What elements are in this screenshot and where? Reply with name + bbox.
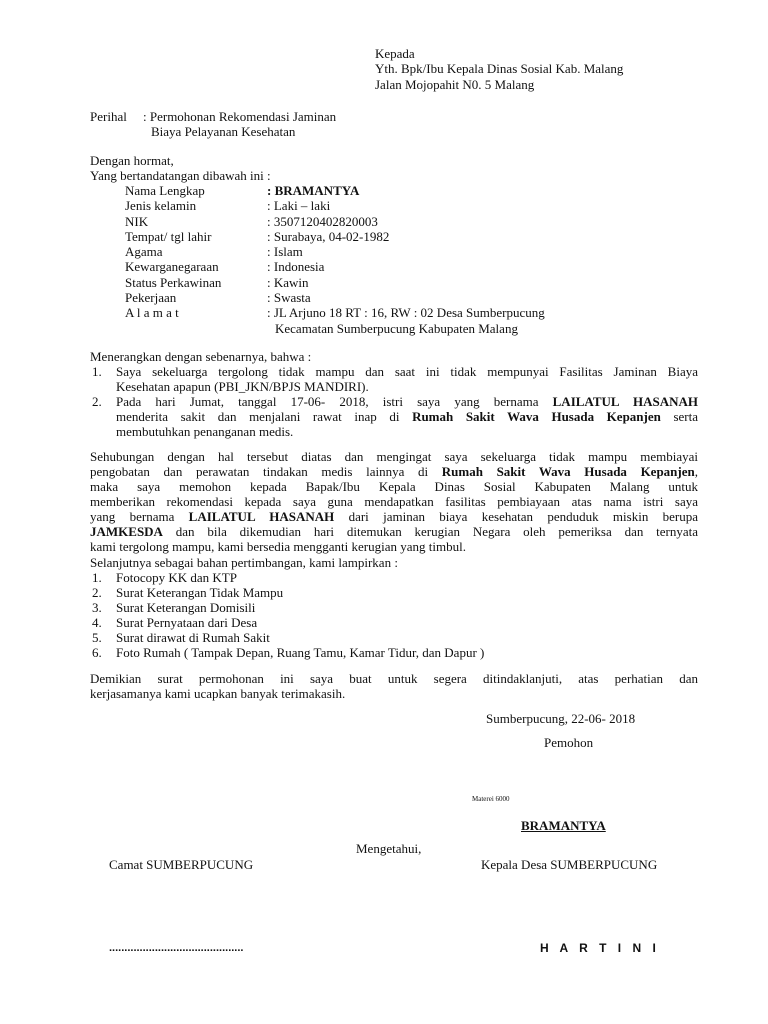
- identity-label: Kewarganegaraan: [125, 259, 219, 275]
- identity-label: A l a m a t: [125, 305, 179, 321]
- hospital-name: Rumah Sakit Wava Husada Kepanjen: [441, 464, 695, 479]
- subject-label: Perihal: [90, 109, 127, 124]
- identity-value: [267, 183, 359, 198]
- body-line: [90, 524, 698, 539]
- place-date: Sumberpucung, 22-06- 2018: [486, 711, 636, 726]
- greeting: Dengan hormat,: [90, 153, 174, 168]
- statement-intro: Menerangkan dengan sebenarnya, bahwa :: [90, 349, 312, 364]
- body-text: yang bernama: [90, 509, 175, 524]
- statement-1-line: Kesehatan apapun (PBI_JKN/BPJS MANDIRI).: [116, 379, 369, 394]
- identity-value-text: : BRAMANTYA: [267, 183, 360, 198]
- list-number: 2.: [92, 585, 102, 600]
- camat-signature-placeholder: ............................................: [109, 942, 244, 954]
- body-line: kami tergolong mampu, kami bersedia mengganti kerugian yang timbul.: [90, 539, 466, 554]
- identity-value: : Kawin: [267, 274, 309, 290]
- statement-2-line: [116, 409, 698, 424]
- attachment-item: Foto Rumah ( Tampak Depan, Ruang Tamu, Kamar Tidur, dan Dapur ): [116, 645, 485, 660]
- identity-label: NIK: [125, 213, 149, 229]
- body-text: ,: [694, 464, 698, 479]
- identity-label: Nama Lengkap: [125, 183, 205, 198]
- body-text: maka saya memohon kepada Bapak/Ibu Kepala Dinas Sosial Kabupaten Malang untuk: [90, 479, 698, 494]
- statement-2-text: menderita sakit dan menjalani rawat inap di: [116, 409, 400, 424]
- closing-text: Demikian surat permohonan ini saya buat untuk segera ditindaklanjuti, atas perhatian dan: [90, 671, 698, 686]
- hospital-name: Rumah Sakit Wava Husada Kepanjen: [412, 409, 661, 424]
- closing-line: [90, 671, 698, 686]
- body-text: memberikan rekomendasi kepada saya guna mendapatkan fasilitas pembiayaan atas nama istri saya: [90, 494, 698, 509]
- identity-value: : JL Arjuno 18 RT : 16, RW : 02 Desa Sumberpucung: [267, 305, 545, 321]
- identity-value: : Islam: [267, 244, 303, 260]
- attachment-item: Surat Keterangan Tidak Mampu: [116, 585, 284, 600]
- list-number: 6.: [92, 645, 102, 660]
- identity-value: : Surabaya, 04-02-1982: [267, 228, 390, 244]
- statement-2-text: serta: [673, 409, 698, 424]
- acknowledge-label: Mengetahui,: [356, 841, 422, 856]
- identity-label: Agama: [125, 244, 163, 260]
- list-number: 1.: [92, 364, 102, 379]
- identity-label: Jenis kelamin: [125, 198, 197, 214]
- identity-value: : 3507120402820003: [267, 213, 378, 229]
- recipient-line: Yth. Bpk/Ibu Kepala Dinas Sosial Kab. Malang: [375, 61, 624, 77]
- camat-title: Camat SUMBERPUCUNG: [109, 857, 254, 872]
- identity-label: Status Perkawinan: [125, 274, 222, 290]
- signer-name: BRAMANTYA: [521, 818, 606, 833]
- subject-line: Biaya Pelayanan Kesehatan: [151, 124, 296, 139]
- kades-title: Kepala Desa SUMBERPUCUNG: [481, 857, 658, 872]
- recipient-block: [375, 46, 623, 92]
- recipient-line: Kepada: [375, 46, 415, 61]
- list-number: 5.: [92, 630, 102, 645]
- attachment-item: Fotocopy KK dan KTP: [116, 570, 237, 585]
- body-line: [90, 509, 698, 524]
- body-text: dan bila dikemudian hari ditemukan kerugian Negara oleh pemeriksa dan ternyata: [175, 524, 699, 539]
- statement-2-line: membutuhkan penanganan medis.: [116, 424, 294, 439]
- statement-2-text: Pada hari Jumat, tanggal 17-06- 2018, istri saya yang bernama: [116, 394, 539, 409]
- identity-value: Kecamatan Sumberpucung Kabupaten Malang: [275, 320, 518, 336]
- statement-1-line: [116, 364, 698, 379]
- closing-line: kerjasamanya kami ucapkan banyak terimakasih.: [90, 686, 346, 701]
- statement-2-line: [116, 394, 698, 409]
- body-line: [90, 479, 698, 494]
- body-line: [90, 449, 698, 464]
- identity-value: : Indonesia: [267, 259, 325, 275]
- identity-value: : Swasta: [267, 290, 311, 306]
- recipient-line: Jalan Mojopahit N0. 5 Malang: [375, 76, 535, 92]
- spouse-name: LAILATUL HASANAH: [552, 394, 699, 409]
- list-number: 1.: [92, 570, 102, 585]
- identity-label: Tempat/ tgl lahir: [125, 228, 212, 244]
- subject-line: : Permohonan Rekomendasi Jaminan: [143, 109, 337, 124]
- attachment-item: Surat dirawat di Rumah Sakit: [116, 630, 270, 645]
- stamp-note: Materei 6000: [472, 795, 510, 803]
- list-number: 4.: [92, 615, 102, 630]
- spouse-name: LAILATUL HASANAH: [188, 509, 335, 524]
- body-text: Sehubungan dengan hal tersebut diatas dan mengingat saya sekeluarga tidak mampu membiayai: [90, 449, 698, 464]
- identity-value: : Laki – laki: [267, 198, 331, 214]
- attachments-intro: Selanjutnya sebagai bahan pertimbangan, kami lampirkan :: [90, 555, 398, 570]
- intro-text: Yang bertandatangan dibawah ini :: [90, 168, 271, 183]
- attachment-item: Surat Pernyataan dari Desa: [116, 615, 258, 630]
- kades-name: H A R T I N I: [540, 941, 660, 955]
- body-text: dari jaminan biaya kesehatan penduduk miskin berupa: [348, 509, 699, 524]
- body-line: [90, 494, 698, 509]
- program-name: JAMKESDA: [90, 524, 163, 539]
- list-number: 2.: [92, 394, 102, 409]
- list-number: 3.: [92, 600, 102, 615]
- identity-label: Pekerjaan: [125, 290, 177, 306]
- statement-1-text: Saya sekeluarga tergolong tidak mampu dan saat ini tidak mempunyai Fasilitas Jaminan Biaya: [116, 364, 698, 379]
- body-text: pengobatan dan perawatan tindakan medis lainnya di: [90, 464, 429, 479]
- signer-role: Pemohon: [544, 735, 594, 750]
- body-line: [90, 464, 698, 479]
- attachment-item: Surat Keterangan Domisili: [116, 600, 256, 615]
